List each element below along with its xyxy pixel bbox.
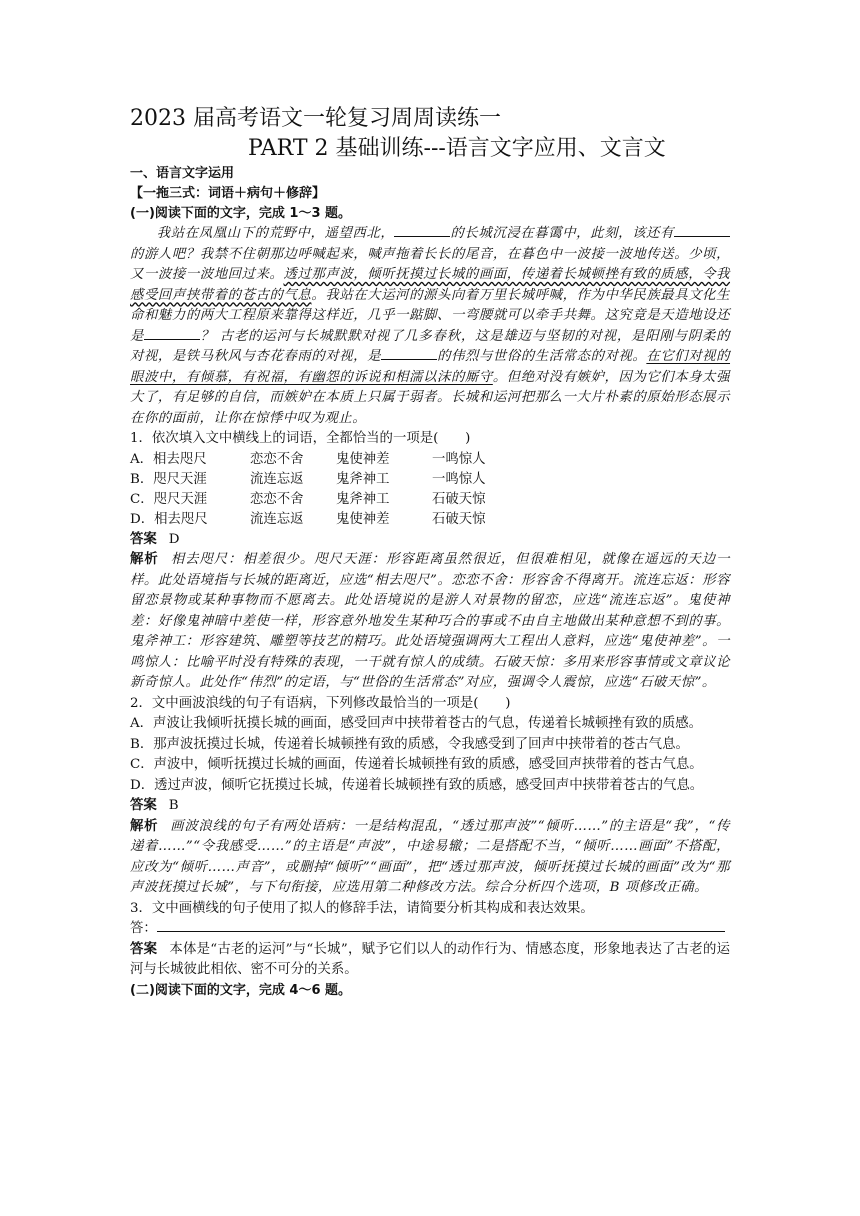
q2-answer: 答案 B bbox=[130, 798, 179, 813]
document-title: 2023 届高考语文一轮复习周周读练一 bbox=[130, 106, 501, 131]
blank-4 bbox=[381, 347, 437, 360]
underlined-sentence: 在它们对视的眼波中，有倾慕，有祝福，有幽怨的诉说和相濡以沫的厮守 bbox=[130, 349, 731, 385]
q2-option-a: A．声波让我倾听抚摸长城的画面，感受回声中挟带着苍古的气息，传递着长城顿挫有致的质感。 bbox=[130, 716, 703, 731]
q2-option-c: C．声波中，倾听抚摸过长城的画面，传递着长城顿挫有致的质感，感受回声挟带着的苍古气息。 bbox=[130, 757, 703, 772]
q1-option-b: B．咫尺天涯 流连忘返 鬼斧神工 一鸣惊人 bbox=[130, 471, 486, 487]
document-page bbox=[130, 104, 730, 1001]
q2-option-d: D．透过声波，倾听它抚摸过长城，传递着长城顿挫有致的质感，感受回声中挟带着苍古的气息。 bbox=[130, 777, 704, 793]
question-type-label: 【一拖三式：词语＋病句＋修辞】 bbox=[130, 186, 326, 201]
blank-1 bbox=[394, 224, 450, 237]
document-subtitle: PART 2 基础训练---语言文字应用、文言文 bbox=[248, 136, 666, 161]
wavy-sentence: 透过那声波，倾听抚摸过长城的画面，传递着长城顿挫有致的质感，令我感受回声挟带着的苍古的气息 bbox=[130, 267, 731, 303]
answer-blank-line bbox=[157, 919, 725, 932]
q3-answer-line: 答： bbox=[130, 919, 730, 940]
q1-analysis: 解析 相去咫尺：相差很少。咫尺天涯：形容距离虽然很近，但很难相见，就像在遥远的天边一样。此处语境指与长城的距离近，应选“相去咫尺”。恋恋不舍：形容舍不得离开。流连忘返：形容留恋景物或某种事物而不愿离去。此处语境说的是游人对景物的留恋，应选“流连忘返”。鬼使神差：好像鬼神暗中差使一样，形容意外地发生某种巧合的事或不由自主地做出某种意想不到的事。鬼斧神工：形容建筑、雕塑等技艺的精巧。此处语境强调两大工程出人意料，应选“鬼使神差”。一鸣惊人：比喻平时没有特殊的表现，一干就有惊人的成绩。石破天惊：多用来形容事情或文章议论新奇惊人。此处作“伟烈”的定语，与“世俗的生活常态”对应，强调令人震惊，应选“石破天惊”。 bbox=[130, 552, 731, 690]
q2-analysis: 解析 画波浪线的句子有两处语病：一是结构混乱，“透过那声波”“倾听……”的主语是“我”，“传递着……”“令我感受……”的主语是“声波”，中途易辙；二是搭配不当，“倾听……画面”不搭配，应改为“倾听……声音”，或删掉“倾听”“画面”，把“透过那声波，倾听抚摸过长城的画面”改为“那声波抚摸过长城”，与下句衔接，应选用第二种修改方法。综合分析四个选项，B 项修改正确。 bbox=[130, 818, 731, 895]
question-2-stem: 2．文中画波浪线的句子有语病，下列修改最恰当的一项是( ) bbox=[130, 695, 511, 711]
question-1-stem: 1．依次填入文中横线上的词语，全都恰当的一项是( ) bbox=[130, 431, 471, 446]
part-heading-2: (二)阅读下面的文字，完成 4～6 题。 bbox=[130, 982, 352, 998]
section-heading: 一、语言文字运用 bbox=[130, 166, 235, 181]
blank-3 bbox=[144, 327, 200, 340]
q1-answer: 答案 D bbox=[130, 531, 180, 547]
blank-2 bbox=[674, 224, 730, 237]
q1-option-a: A．相去咫尺 恋恋不舍 鬼使神差 一鸣惊人 bbox=[130, 451, 486, 467]
reading-passage: 我站在凤凰山下的荒野中，遥望西北， 的长城沉浸在暮霭中，此刻，该还有的游人吧？我禁不住朝那边呼喊起来，喊声拖着长长的尾音，在暮色中一波接一波地传送。少顷，又一波接一波地回过来。透过那声波，倾听抚摸过长城的画面，传递着长城顿挫有致的质感，令我感受回声挟带着的苍古的气息。我站在大运河的源头向着万里长城呼喊，作为中华民族最具文化生命和魅力的两大工程原来靠得这样近，几乎一踮脚、一弯腰就可以牵手共舞。这究竟是天造地设还是 ？ 古老的运河与长城默默对视了几多春秋，这是雄迈与坚韧的对视，是阳刚与阴柔的对视，是铁马秋风与杏花春雨的对视，是 的伟烈与世俗的生活常态的对视。在它们对视的眼波中，有倾慕，有祝福，有幽怨的诉说和相濡以沫的厮守。但绝对没有嫉妒，因为它们本身太强大了，有足够的自信，而嫉妒在本质上只属于弱者。长城和运河把那么一大片朴素的原始形态展示在你的面前，让你在惊悸中叹为观止。 bbox=[130, 226, 731, 426]
q2-option-b: B．那声波抚摸过长城，传递着长城顿挫有致的质感，令我感受到了回声中挟带着的苍古气息。 bbox=[130, 736, 689, 752]
q1-option-d: D．相去咫尺 流连忘返 鬼使神差 石破天惊 bbox=[130, 511, 486, 527]
part-heading-1: (一)阅读下面的文字，完成 1～3 题。 bbox=[130, 206, 352, 221]
q1-option-c: C．咫尺天涯 恋恋不舍 鬼斧神工 石破天惊 bbox=[130, 491, 486, 507]
q3-answer: 答案 本体是“古老的运河”与“长城”，赋予它们以人的动作行为、情感态度，形象地表达了古老的运河与长城彼此相依、密不可分的关系。 bbox=[130, 941, 730, 977]
question-3-stem: 3．文中画横线的句子使用了拟人的修辞手法，请简要分析其构成和表达效果。 bbox=[130, 900, 594, 916]
